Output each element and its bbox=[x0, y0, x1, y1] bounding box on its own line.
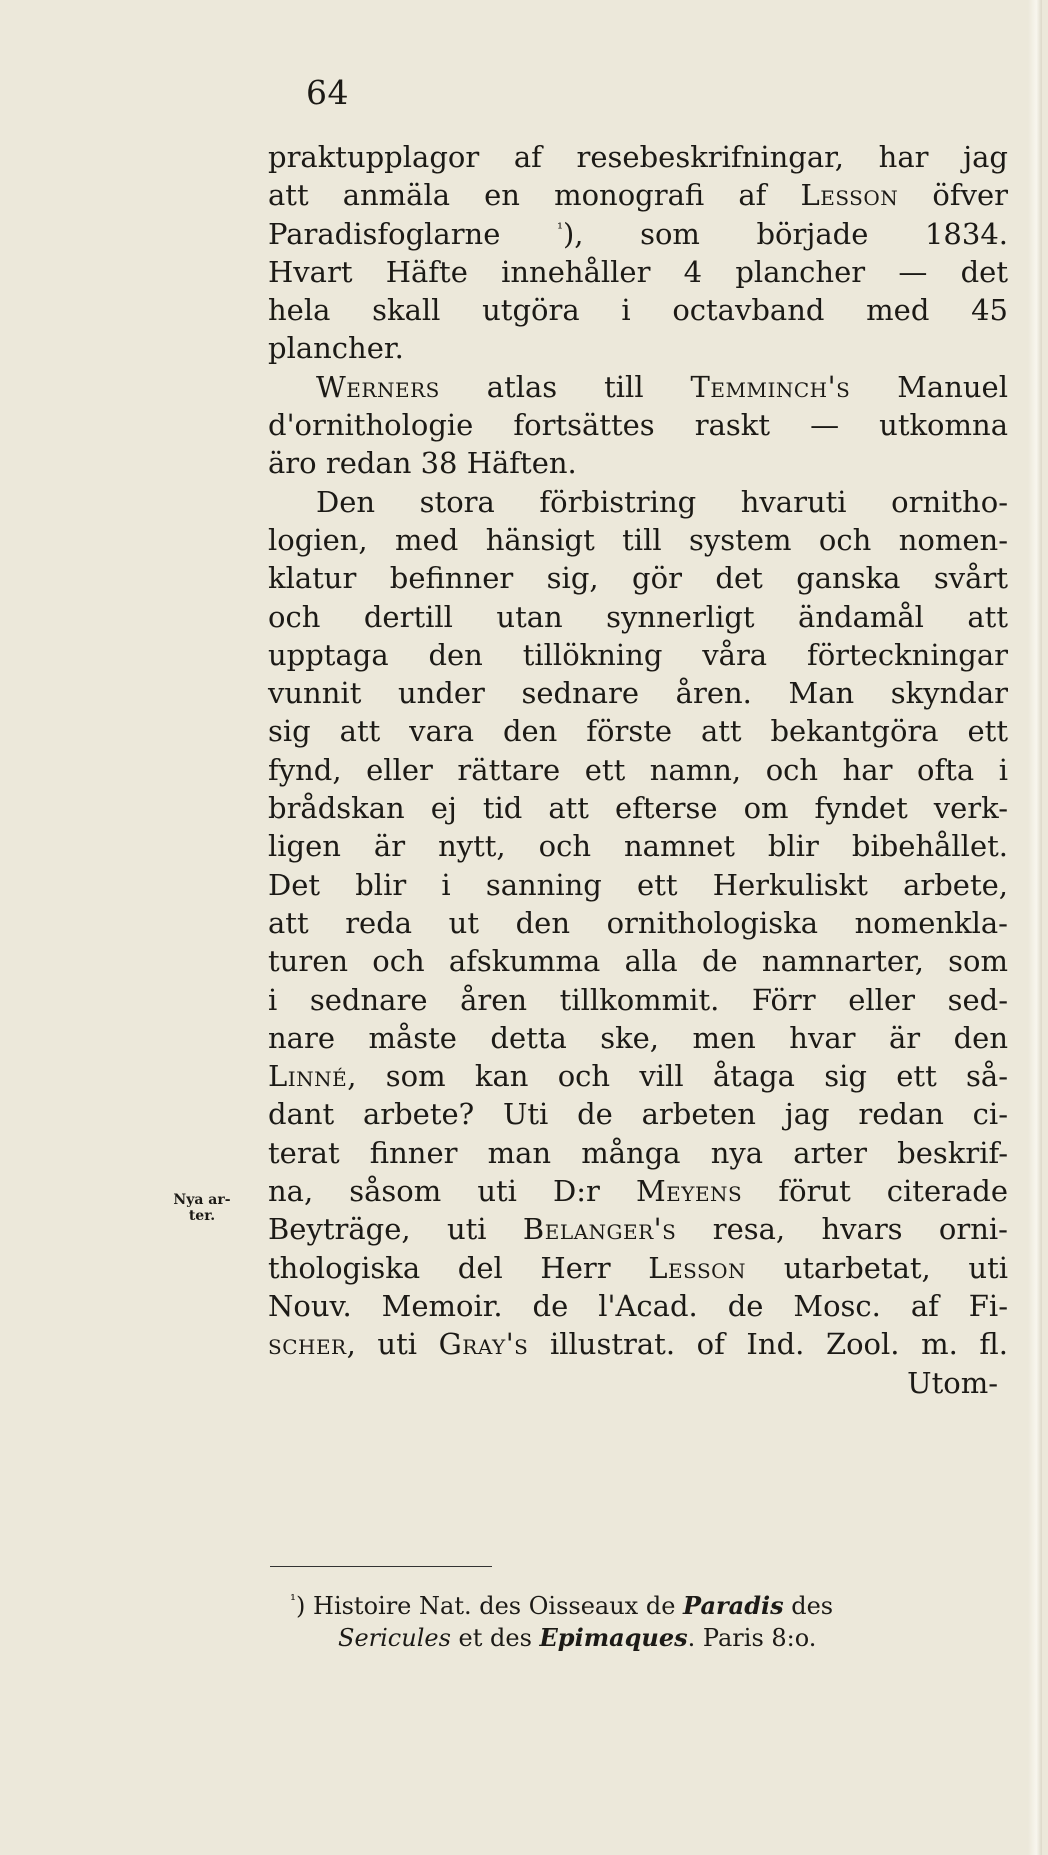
text-line: att reda ut den ornithologiska nomenkla- bbox=[268, 905, 1008, 940]
text-line: hela skall utgöra i octavband med 45 bbox=[268, 293, 1008, 328]
catchword: Utom- bbox=[907, 1365, 998, 1400]
text-line: Nouv. Memoir. de l'Acad. de Mosc. af Fi- bbox=[268, 1288, 1008, 1323]
text-line: och dertill utan synnerligt ändamål att bbox=[268, 599, 1008, 634]
text-line: Hvart Häfte innehåller 4 plancher — det bbox=[268, 254, 1008, 289]
text-line: ligen är nytt, och namnet blir bibehållet. bbox=[268, 829, 1008, 864]
text-line: Paradisfoglarne $^{^1}$), som började 1834. bbox=[268, 216, 1008, 251]
footnote-divider bbox=[270, 1566, 492, 1567]
text-line: brådskan ej tid att efterse om fyndet verk- bbox=[268, 791, 1008, 826]
text-line: turen och afskumma alla de namnarter, som bbox=[268, 944, 1008, 979]
text-line: sig att vara den förste att bekantgöra ett bbox=[268, 714, 1008, 749]
text-line: na, såsom uti D:r Meyens förut citerade bbox=[268, 1174, 1008, 1209]
text-line: Den stora förbistring hvaruti ornitho- bbox=[316, 484, 1008, 519]
text-line: dant arbete? Uti de arbeten jag redan ci- bbox=[268, 1097, 1008, 1132]
footnote-line: Sericules et des Epimaques. Paris 8:o. bbox=[338, 1623, 817, 1652]
text-line: fynd, eller rättare ett namn, och har ofta i bbox=[268, 752, 1008, 787]
text-line: Det blir i sanning ett Herkuliskt arbete, bbox=[268, 867, 1008, 902]
body-text bbox=[268, 138, 1008, 1402]
author-name: Meyens bbox=[635, 1174, 743, 1209]
footnote bbox=[290, 1590, 1010, 1654]
text-line: terat finner man många nya arter beskrif- bbox=[268, 1135, 1008, 1170]
text-line: upptaga den tillökning våra förteckningar bbox=[268, 637, 1008, 672]
page-edge bbox=[1028, 0, 1042, 1855]
text-line: vunnit under sednare åren. Man skyndar bbox=[268, 676, 1008, 711]
margin-note-line: ter. bbox=[188, 1208, 216, 1224]
text-line: praktupplagor af resebeskrifningar, har jag bbox=[268, 140, 1008, 174]
margin-note bbox=[156, 1192, 248, 1224]
text-line: äro redan 38 Häften. bbox=[268, 446, 577, 481]
text-line: Linné, som kan och vill åtaga sig ett så- bbox=[268, 1059, 1008, 1094]
page-number: 64 bbox=[306, 73, 349, 112]
text-line: thologiska del Herr Lesson utarbetat, uti bbox=[268, 1250, 1008, 1285]
text-line: scher, uti Gray's illustrat. of Ind. Zool. m. fl. bbox=[268, 1327, 1008, 1362]
footnote-ref: ¹ bbox=[556, 218, 563, 237]
text-line: nare måste detta ske, men hvar är den bbox=[268, 1020, 1008, 1055]
text-line: Beyträge, uti Belanger's resa, hvars orni- bbox=[268, 1212, 1008, 1247]
text-line: att anmäla en monografi af Lesson öfver bbox=[268, 178, 1008, 213]
text-line: Werners atlas till Temminch's Manuel bbox=[316, 369, 1008, 404]
author-name: scher bbox=[268, 1327, 347, 1362]
author-name: Linné bbox=[268, 1059, 348, 1094]
text-line: plancher. bbox=[268, 331, 404, 366]
author-name: Temminch's bbox=[690, 369, 851, 404]
margin-note-line: Nya ar- bbox=[173, 1192, 231, 1208]
text-line: i sednare åren tillkommit. Förr eller sed- bbox=[268, 982, 1008, 1017]
author-name: Lesson bbox=[648, 1250, 747, 1285]
author-name: Werners bbox=[316, 369, 440, 404]
author-name: Lesson bbox=[800, 178, 899, 213]
text-line: klatur befinner sig, gör det ganska svårt bbox=[268, 561, 1008, 596]
footnote-line: $^{^1}$) Histoire Nat. des Oisseaux de Paradis des bbox=[290, 1591, 834, 1620]
author-name: Gray's bbox=[438, 1327, 529, 1362]
text-line: d'ornithologie fortsättes raskt — utkomna bbox=[268, 408, 1008, 443]
author-name: Belanger's bbox=[522, 1212, 677, 1247]
footnote-marker: ¹ bbox=[290, 1591, 297, 1609]
text-line: logien, med hänsigt till system och nomen- bbox=[268, 522, 1008, 557]
